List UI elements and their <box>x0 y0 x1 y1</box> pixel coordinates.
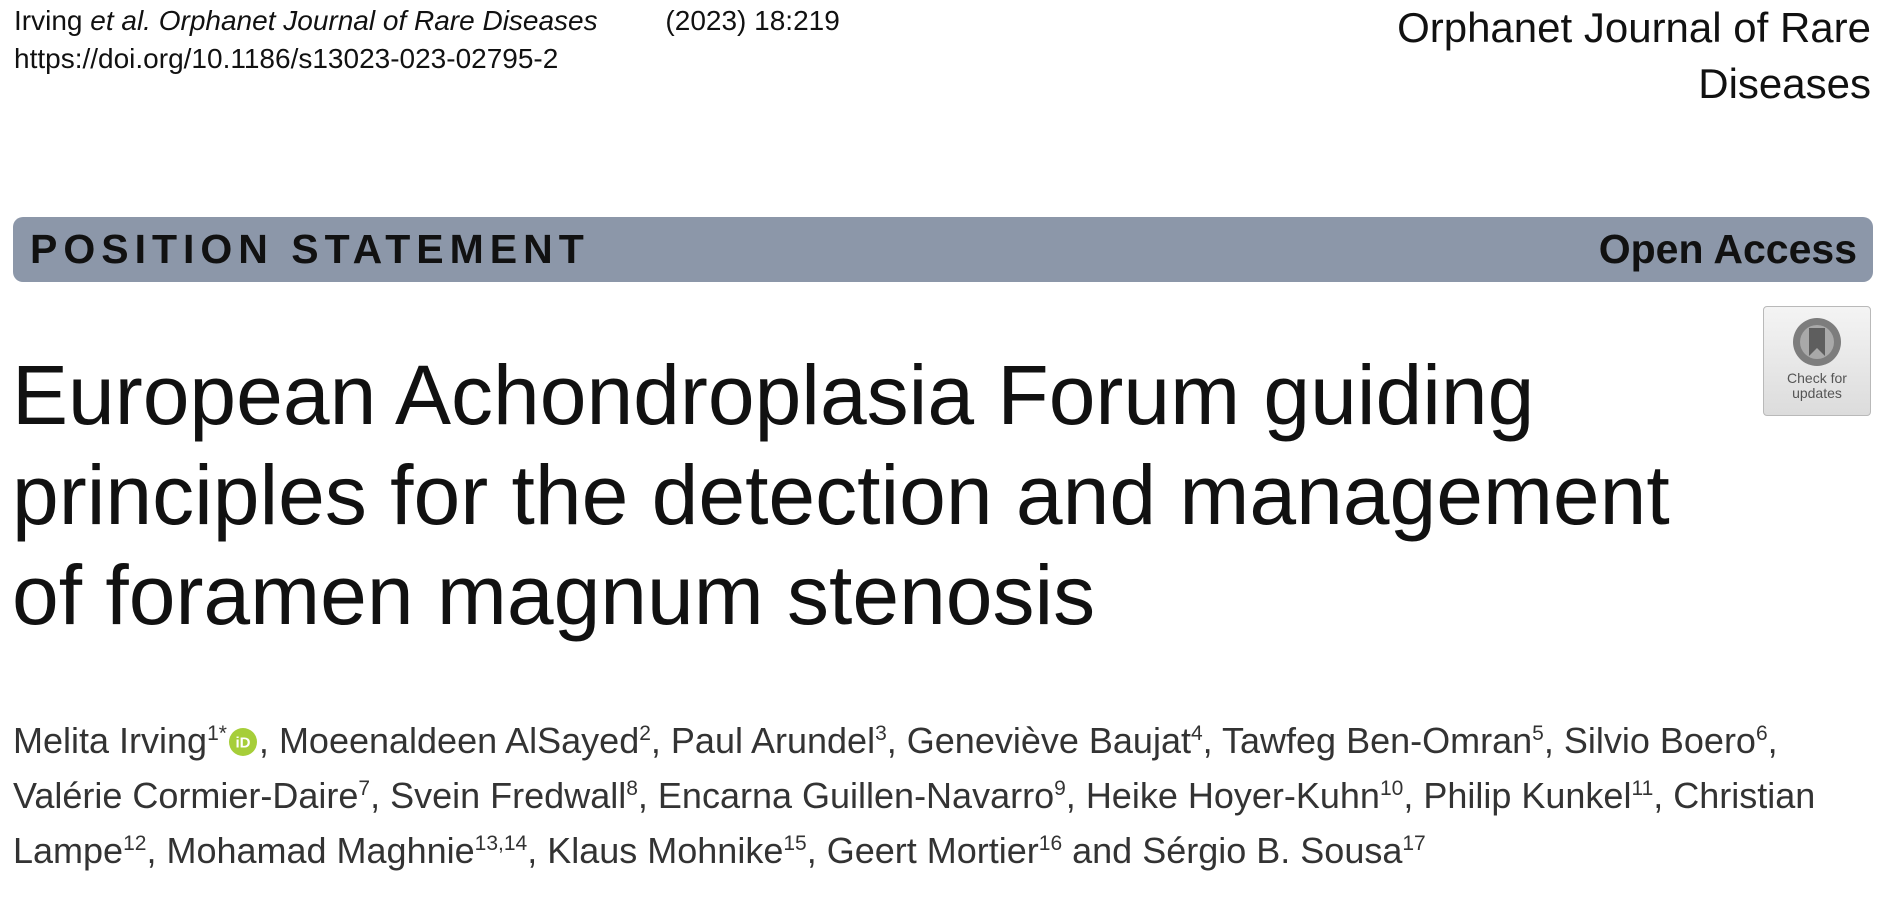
affiliation-number: 9 <box>1054 777 1066 800</box>
affiliation-number: 12 <box>123 832 147 855</box>
check-for-updates-button[interactable] <box>1763 306 1871 416</box>
article-type: POSITION STATEMENT <box>30 226 590 272</box>
citation-line <box>14 2 840 40</box>
affiliation-number: 2 <box>639 722 651 745</box>
affiliation-number: 16 <box>1038 832 1063 855</box>
article-type-banner <box>13 217 1873 282</box>
citation-volume: (2023) 18:219 <box>665 5 840 36</box>
author-name: Geneviève Baujat <box>906 720 1191 761</box>
author[interactable] <box>13 720 259 761</box>
affiliation-number: 10 <box>1379 777 1404 800</box>
author[interactable] <box>390 775 638 816</box>
author[interactable] <box>1423 775 1653 816</box>
citation-journal: et al. Orphanet Journal of Rare Diseases <box>90 5 598 36</box>
author[interactable] <box>658 775 1066 816</box>
svg-text:iD: iD <box>235 734 251 752</box>
affiliation-number: 6 <box>1755 722 1768 745</box>
author-name: Silvio Boero <box>1563 720 1756 761</box>
doi-link[interactable]: https://doi.org/10.1186/s13023-023-02795-2 <box>14 43 559 74</box>
author-name: Valérie Cormier-Daire <box>13 775 359 816</box>
author[interactable] <box>13 775 370 816</box>
check-for-updates-label: Check for updates <box>1787 370 1847 401</box>
author-name: Svein Fredwall <box>390 775 627 816</box>
journal-name: Orphanet Journal of Rare Diseases <box>1397 4 1871 107</box>
author[interactable] <box>671 720 887 761</box>
citation-header <box>14 2 840 78</box>
author-name: Christian Lampe <box>13 775 1816 871</box>
author-name: Paul Arundel <box>670 720 876 761</box>
citation-author: Irving <box>14 5 83 36</box>
affiliation-number: 8 <box>626 777 638 800</box>
author[interactable] <box>1086 775 1404 816</box>
affiliation-number: 15 <box>783 832 807 855</box>
affiliation-number: 13,14 <box>474 832 528 855</box>
author-name: Moeenaldeen AlSayed <box>278 720 640 761</box>
affiliation-number: 17 <box>1402 832 1426 855</box>
affiliation-number: 4 <box>1190 722 1203 745</box>
author[interactable] <box>1222 720 1544 761</box>
bookmark-circle-icon <box>1790 315 1844 369</box>
author[interactable] <box>547 830 807 871</box>
author[interactable] <box>1564 720 1768 761</box>
author[interactable] <box>279 720 651 761</box>
open-access-label: Open Access <box>1598 226 1857 272</box>
affiliation-number: 3 <box>875 722 887 745</box>
author-name: Geert Mortier <box>826 830 1039 871</box>
affiliation-number: 11 <box>1631 777 1654 800</box>
author-name: Sérgio B. Sousa <box>1142 830 1403 871</box>
article-title: European Achondroplasia Forum guiding principles for the detection and management of foramen magnum stenosis <box>12 348 1670 642</box>
orcid-icon[interactable] <box>228 727 258 757</box>
author-name: Heike Hoyer-Kuhn <box>1085 775 1380 816</box>
author-name: Philip Kunkel <box>1423 775 1632 816</box>
author-list: Melita Irving$^{1*}$ iD , Moeenaldeen AlSayed$^2$, Paul Arundel$^3$, Geneviève Baujat$^4$, Tawfeg Ben-Omran$^5$, Silvio Boero$^6$, Valérie Cormier-Daire$^7$, Svein Fredwall$^8$, Encarna Guillen-Navarro$^9$, Heike Hoyer-Kuhn$^{10}$, Philip Kunkel$^{11}$, Christian Lampe$^{12}$, Mohamad Maghnie$^{13,14}$, Klaus Mohnike$^{15}$, Geert Mortier$^{16}$ and Sérgio B. Sousa$^{17}$ <box>13 720 1816 871</box>
author-name: Melita Irving <box>13 720 208 761</box>
author-name: Klaus Mohnike <box>547 830 784 871</box>
author[interactable] <box>166 830 527 871</box>
author-name: Tawfeg Ben-Omran <box>1222 720 1533 761</box>
affiliation-number: 5 <box>1532 722 1544 745</box>
author[interactable] <box>827 830 1062 871</box>
author[interactable] <box>907 720 1203 761</box>
author[interactable] <box>1142 830 1426 871</box>
affiliation-number: 1* <box>207 722 227 745</box>
affiliation-number: 7 <box>358 777 371 800</box>
author-name: Mohamad Maghnie <box>166 830 475 871</box>
author-name: Encarna Guillen-Navarro <box>657 775 1055 816</box>
